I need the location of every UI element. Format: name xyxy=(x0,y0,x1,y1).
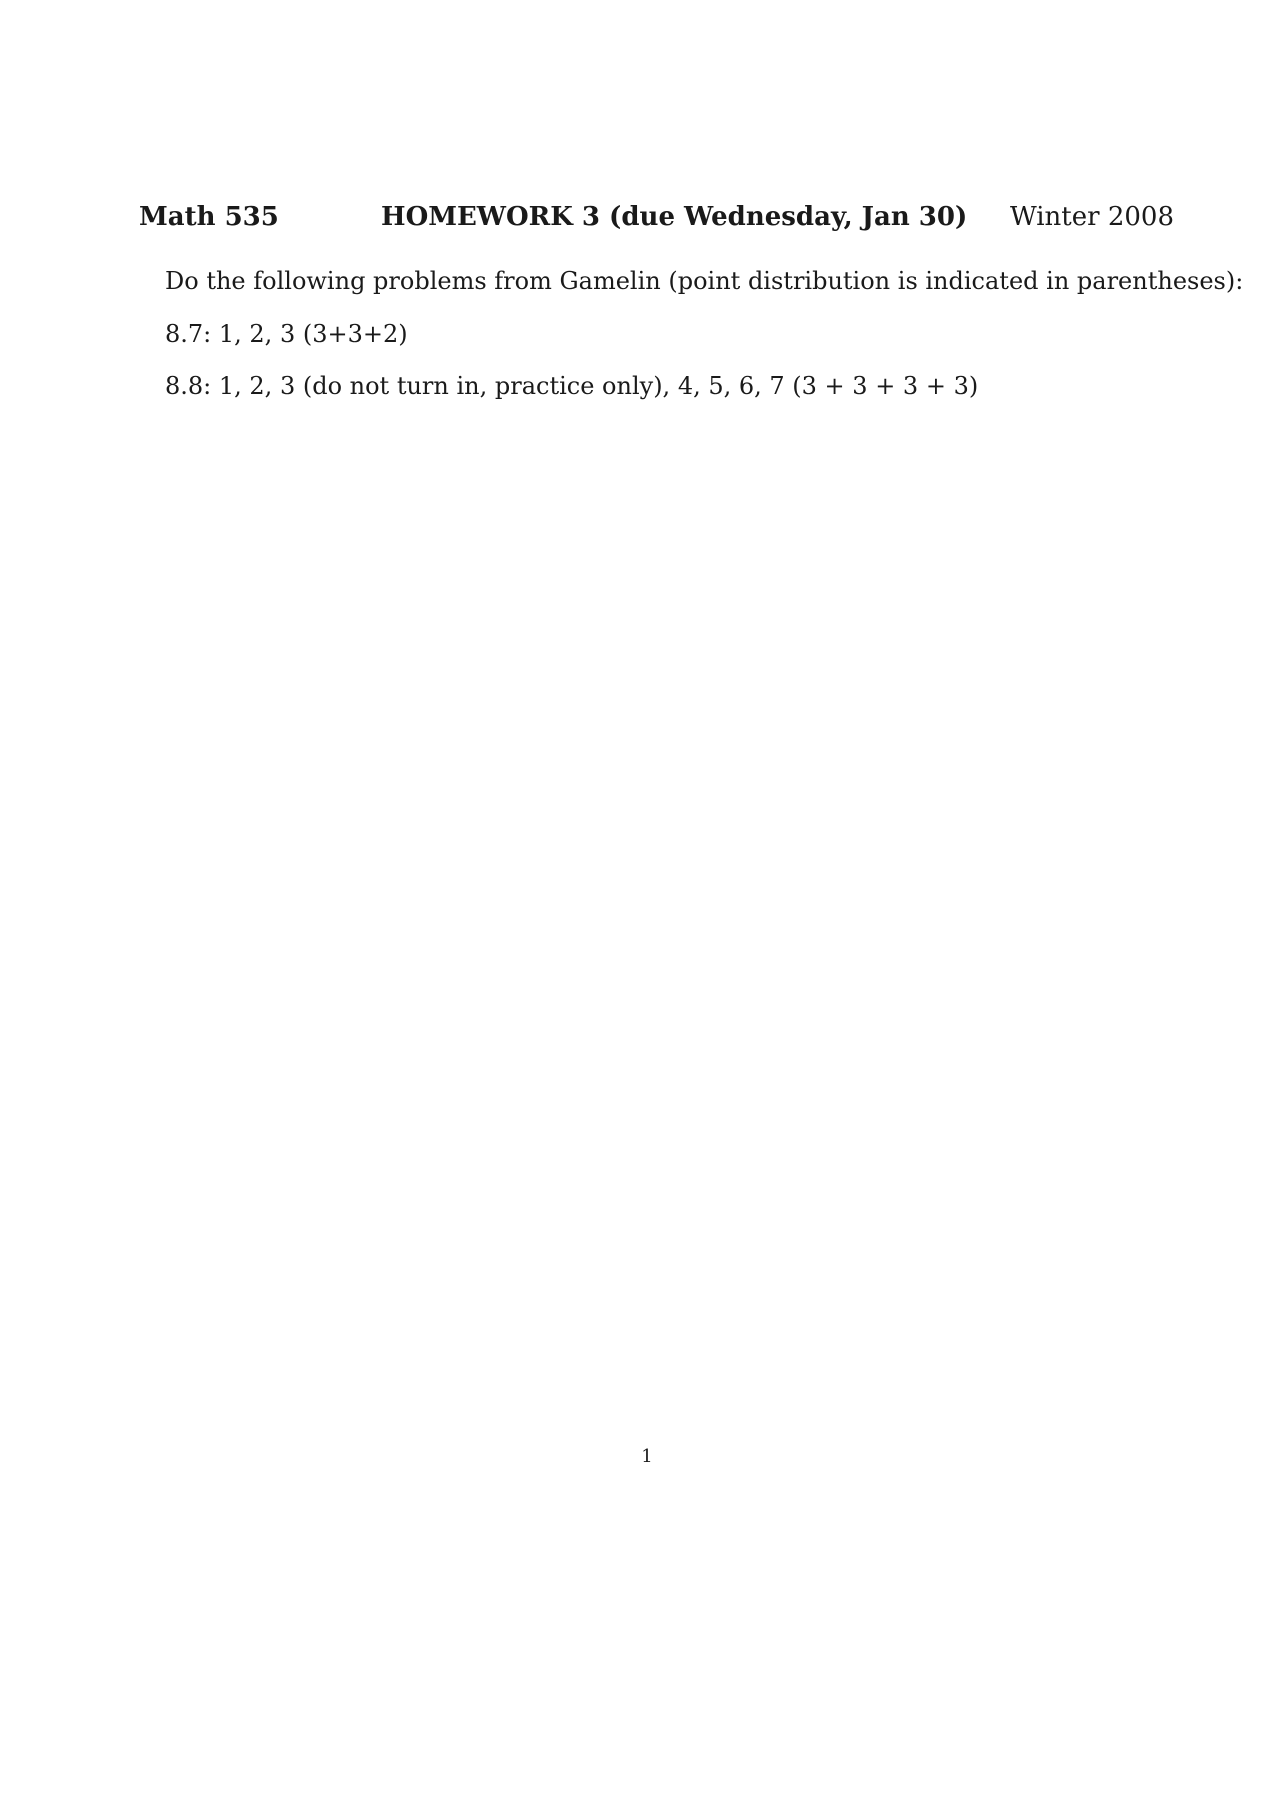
term-label: Winter 2008 xyxy=(1009,202,1174,232)
header xyxy=(139,197,1174,237)
instructions-text: Do the following problems from Gamelin (point distribution is indicated in parentheses): xyxy=(165,267,1244,295)
homework-title: HOMEWORK 3 (due Wednesday, Jan 30) xyxy=(381,202,968,232)
page-number: 1 xyxy=(641,1446,653,1467)
problem-set-8-7: 8.7: 1, 2, 3 (3+3+2) xyxy=(165,320,408,348)
problem-set-8-8: 8.8: 1, 2, 3 (do not turn in, practice only), 4, 5, 6, 7 (3 + 3 + 3 + 3) xyxy=(165,372,979,400)
course-name: Math 535 xyxy=(139,202,279,232)
